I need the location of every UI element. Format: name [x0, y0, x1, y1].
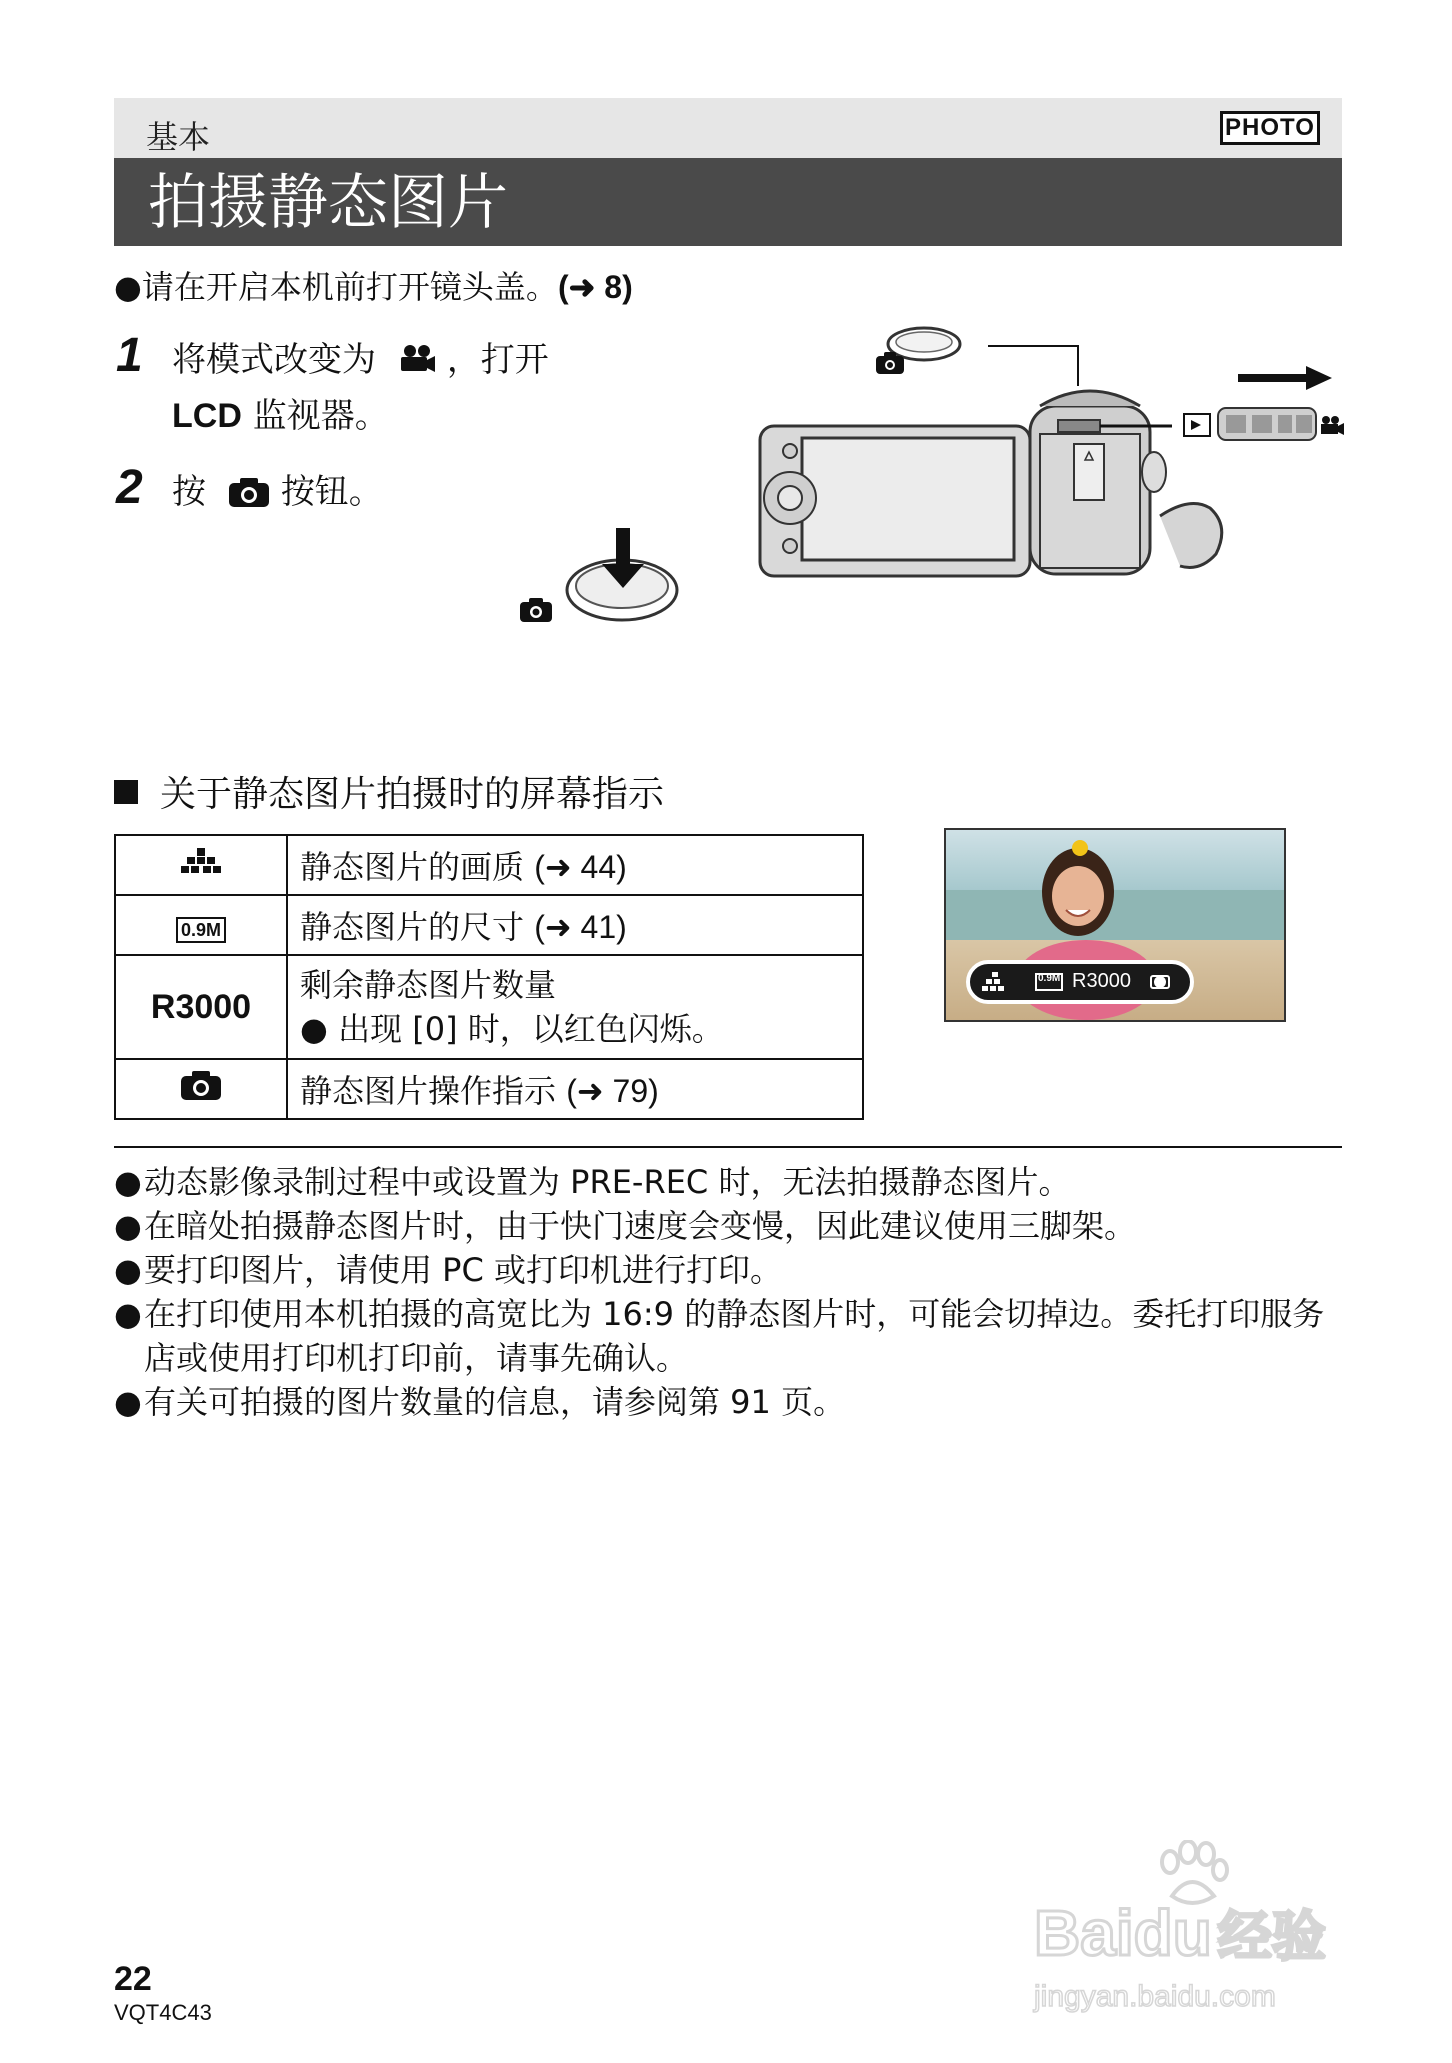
table-cell-desc: 剩余静态图片数量 ● 出现 [0] 时，以红色闪烁。: [287, 955, 863, 1059]
camcorder-illustration: [740, 316, 1350, 590]
screen-preview-image: [944, 828, 1286, 1022]
table-cell-desc: 静态图片的尺寸 (➜ 41): [287, 895, 863, 955]
movie-mode-icon: [397, 338, 437, 390]
baidu-watermark: Baidu 经验 jingyan.baidu.com: [1034, 1840, 1364, 2030]
notes-list: [114, 1160, 1354, 1424]
camera-icon: [227, 472, 271, 524]
intro-note-text: 请在开启本机前打开镜头盖。: [141, 268, 558, 306]
indicator-table: [114, 834, 864, 1120]
table-cell-icon: [115, 895, 287, 955]
list-item: ● 有关可拍摄的图片数量的信息，请参阅第 91 页。: [114, 1383, 846, 1421]
table-cell-desc: 静态图片的画质 (➜ 44): [287, 835, 863, 895]
table-cell-desc: 静态图片操作指示 (➜ 79): [287, 1059, 863, 1119]
category-label: 基本: [146, 118, 211, 156]
list-item: ● 动态影像录制过程中或设置为 PRE-REC 时，无法拍摄静态图片。: [114, 1163, 1071, 1201]
table-cell-icon: [115, 835, 287, 895]
camera-icon: [179, 1072, 223, 1110]
intro-note: [114, 262, 633, 308]
preview-size-label: 0.9M: [1038, 973, 1061, 984]
step-2-number: 2: [116, 461, 143, 514]
table-cell-icon: [115, 1059, 287, 1119]
list-item: ● 在打印使用本机拍摄的高宽比为 16:9 的静态图片时，可能会切掉边。委托打印服务店或使用打印机打印前，请事先确认。: [114, 1295, 1325, 1377]
step-1-number: 1: [116, 329, 143, 382]
divider: [114, 1146, 1342, 1148]
category-band: [114, 98, 1342, 158]
bullet: ●: [114, 268, 142, 306]
picture-size-icon: 0.9M: [176, 917, 226, 943]
table-row: [115, 895, 863, 955]
page-title: 拍摄静态图片: [148, 168, 508, 238]
page-number: 22: [114, 1960, 152, 1998]
remaining-count-label: R3000: [115, 955, 287, 1059]
document-code: VQT4C43: [114, 2000, 212, 2025]
table-row: [115, 1059, 863, 1119]
square-bullet-icon: [114, 780, 138, 804]
list-item: ● 要打印图片，请使用 PC 或打印机进行打印。: [114, 1251, 782, 1289]
step-1-text: 将模式改变为 ，打开 LCD 监视器。: [172, 340, 549, 436]
shutter-press-illustration: [518, 528, 688, 632]
table-row: [115, 955, 863, 1059]
section-title: 关于静态图片拍摄时的屏幕指示: [114, 766, 664, 817]
photo-badge: PHOTO: [1220, 111, 1320, 145]
table-row: [115, 835, 863, 895]
list-item: ● 在暗处拍摄静态图片时，由于快门速度会变慢，因此建议使用三脚架。: [114, 1207, 1137, 1245]
step-2-text: 按 按钮。: [172, 466, 383, 524]
preview-remaining-label: R3000: [1072, 970, 1131, 992]
picture-quality-icon: [179, 846, 223, 884]
intro-note-ref: (➜ 8): [557, 269, 633, 305]
